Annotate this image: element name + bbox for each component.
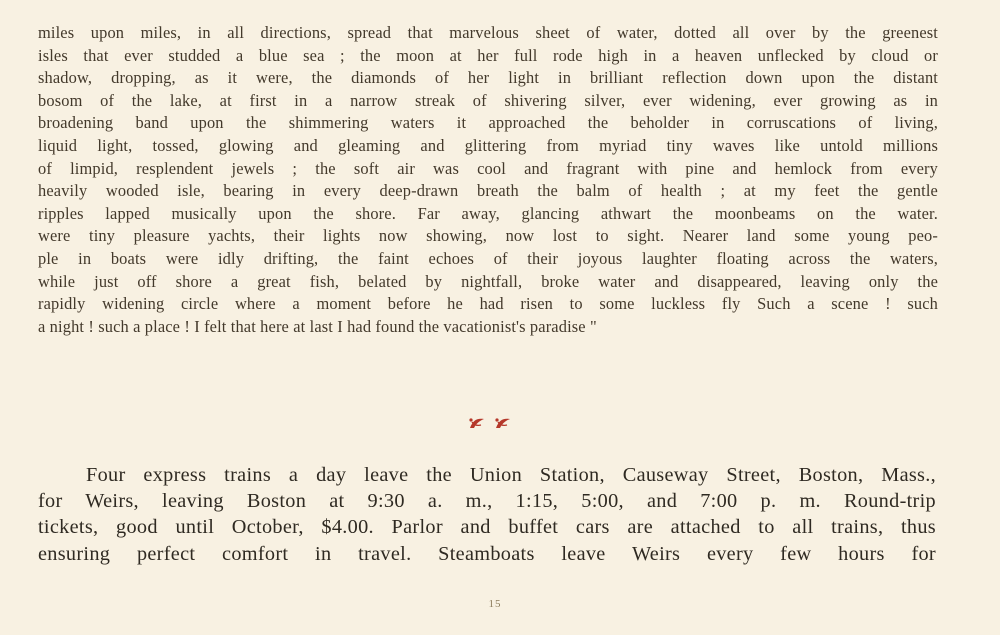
text-line: miles upon miles, in all directions, spread that marvelous sheet of water, dotted all over by the greenest bbox=[38, 23, 938, 42]
text-line: a night ! such a place ! I felt that here at last I had found the vacationist's paradise " bbox=[38, 316, 597, 336]
text-line: bosom of the lake, at first in a narrow streak of shivering silver, ever widening, ever growing as in bbox=[38, 90, 938, 110]
text-line: ple in boats were idly drifting, the faint echoes of their joyous laughter floating across the waters, bbox=[38, 248, 938, 268]
text-line: ensuring perfect comfort in travel. Steamboats leave Weirs every few hours for bbox=[38, 542, 936, 565]
text-line: ripples lapped musically upon the shore. Far away, glancing athwart the moonbeams on the water. bbox=[38, 203, 938, 223]
text-line: of limpid, resplendent jewels ; the soft air was cool and fragrant with pine and hemlock from every bbox=[38, 158, 938, 178]
fleuron-left-icon bbox=[468, 416, 486, 430]
text-line: for Weirs, leaving Boston at 9:30 a. m., 1:15, 5:00, and 7:00 p. m. Round-trip bbox=[38, 490, 936, 513]
text-line: tickets, good until October, $4.00. Parlor and buffet cars are attached to all trains, thus bbox=[38, 516, 936, 539]
text-line: isles that ever studded a blue sea ; the moon at her full rode high in a heaven unflecked by cloud or bbox=[38, 45, 938, 65]
page-number: 15 bbox=[488, 598, 502, 610]
text-line: heavily wooded isle, bearing in every deep-drawn breath the balm of health ; at my feet the gentle bbox=[38, 181, 938, 201]
text-line: liquid light, tossed, glowing and gleaming and glittering from myriad tiny waves like untold millions bbox=[38, 135, 938, 155]
text-line: Four express trains a day leave the Union Station, Causeway Street, Boston, Mass., bbox=[86, 464, 936, 486]
fleuron-ornament-icon bbox=[465, 415, 515, 431]
text-line: while just off shore a great fish, belated by nightfall, broke water and disappeared, leaving only the bbox=[38, 271, 938, 291]
fleuron-right-icon bbox=[494, 416, 512, 430]
train-schedule-paragraph bbox=[38, 462, 936, 567]
narrative-paragraph bbox=[38, 22, 938, 338]
text-line: were tiny pleasure yachts, their lights now showing, now lost to sight. Nearer land some young peo- bbox=[38, 226, 938, 246]
text-line: rapidly widening circle where a moment before he had risen to some luckless fly Such a scene ! such bbox=[38, 294, 938, 314]
text-line: broadening band upon the shimmering waters it approached the beholder in corruscations of living, bbox=[38, 113, 938, 133]
text-line: shadow, dropping, as it were, the diamonds of her light in brilliant reflection down upon the distant bbox=[38, 68, 938, 88]
